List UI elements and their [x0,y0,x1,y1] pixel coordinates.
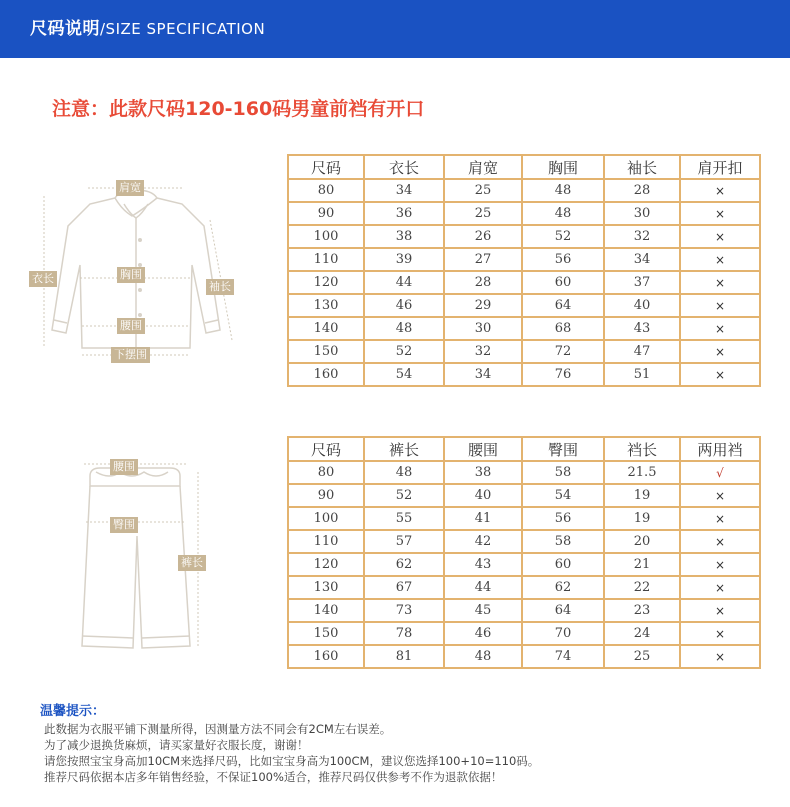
tip-line: 此数据为衣服平铺下测量所得，因测量方法不同会有2CM左右误差。 [44,722,392,736]
table-cell: × [680,530,760,553]
table-cell: 81 [364,645,444,668]
table-cell: 51 [604,363,680,386]
table-cell: × [680,553,760,576]
table-cell: 46 [364,294,444,317]
table-cell: 32 [444,340,522,363]
table-cell: 140 [288,317,364,340]
table-cell: × [680,248,760,271]
table-row [288,507,760,530]
col-header: 裤长 [364,437,444,461]
table-cell: 60 [522,553,604,576]
bottom-size-table [287,436,761,669]
table-cell: 120 [288,271,364,294]
table-cell: × [680,294,760,317]
tag-pants-length: 裤长 [178,555,206,571]
table-cell: × [680,317,760,340]
table-cell: 100 [288,507,364,530]
tip-line: 推荐尺码依据本店多年销售经验，不保证100%适合，推荐尺码仅供参考不作为退款依据！ [44,770,503,784]
table-cell: 25 [444,202,522,225]
table-cell: 58 [522,530,604,553]
tips-title: 温馨提示： [40,704,106,719]
table-cell: 76 [522,363,604,386]
table-cell: 43 [604,317,680,340]
col-header: 腰围 [444,437,522,461]
table-cell: 40 [604,294,680,317]
table-cell: 60 [522,271,604,294]
table-cell: 19 [604,507,680,530]
tip-line: 请您按照宝宝身高加10CM来选择尺码，比如宝宝身高为100CM，建议您选择100+10=110码。 [44,754,540,768]
table-cell: 48 [522,179,604,202]
table-cell: 21.5 [604,461,680,484]
table-cell: × [680,363,760,386]
notice [52,94,424,121]
table-cell: 46 [444,622,522,645]
col-header: 尺码 [288,437,364,461]
table-row [288,294,760,317]
table-cell: 56 [522,507,604,530]
table-cell: 58 [522,461,604,484]
table-cell: 28 [444,271,522,294]
table-cell: 68 [522,317,604,340]
top-table-body [288,179,760,386]
table-cell: 62 [522,576,604,599]
table-cell: 140 [288,599,364,622]
table-cell: 130 [288,576,364,599]
top-size-table [287,154,761,387]
table-cell: 54 [364,363,444,386]
table-cell: 160 [288,363,364,386]
table-cell: 52 [522,225,604,248]
tag-pants-waist: 腰围 [110,459,138,475]
table-cell: 19 [604,484,680,507]
tag-chest: 胸围 [117,267,145,283]
bottom-table-body [288,461,760,668]
tag-hem: 下摆围 [111,347,150,363]
table-cell: 32 [604,225,680,248]
table-cell: 36 [364,202,444,225]
table-row [288,530,760,553]
table-cell: 38 [444,461,522,484]
table-cell: 62 [364,553,444,576]
table-cell: 70 [522,622,604,645]
tag-hip: 臀围 [110,517,138,533]
table-header-row [288,437,760,461]
table-cell: 22 [604,576,680,599]
table-cell: 64 [522,599,604,622]
table-row [288,179,760,202]
table-row [288,461,760,484]
table-cell: 150 [288,340,364,363]
table-cell: 28 [604,179,680,202]
title-cn: 尺码说明 [30,19,100,39]
table-cell: 100 [288,225,364,248]
tip-line: 为了减少退换货麻烦，请买家量好衣服长度，谢谢！ [44,738,309,752]
table-row [288,202,760,225]
pants-illustration [40,450,245,660]
table-cell: 78 [364,622,444,645]
table-cell: × [680,645,760,668]
table-cell: 27 [444,248,522,271]
table-cell: 74 [522,645,604,668]
table-cell: 54 [522,484,604,507]
table-cell: 48 [522,202,604,225]
table-cell: × [680,599,760,622]
table-row [288,599,760,622]
table-cell: 52 [364,340,444,363]
tag-length: 衣长 [29,271,57,287]
table-cell: 42 [444,530,522,553]
col-header: 衣长 [364,155,444,179]
table-cell: 40 [444,484,522,507]
col-header: 两用裆 [680,437,760,461]
table-cell: 73 [364,599,444,622]
table-row [288,271,760,294]
table-cell: 150 [288,622,364,645]
table-cell: 64 [522,294,604,317]
tag-sleeve: 袖长 [206,279,234,295]
tips-section [40,704,539,785]
table-cell: × [680,576,760,599]
table-cell: 72 [522,340,604,363]
table-header-row [288,155,760,179]
table-cell: 26 [444,225,522,248]
table-cell: 34 [604,248,680,271]
table-cell: 55 [364,507,444,530]
table-cell: 30 [604,202,680,225]
col-header: 胸围 [522,155,604,179]
col-header: 肩宽 [444,155,522,179]
table-cell: × [680,340,760,363]
table-cell: 37 [604,271,680,294]
table-cell: 29 [444,294,522,317]
tag-waist: 腰围 [117,318,145,334]
table-cell: 47 [604,340,680,363]
table-cell: 67 [364,576,444,599]
table-cell: 25 [444,179,522,202]
table-cell: 80 [288,179,364,202]
col-header: 臀围 [522,437,604,461]
table-cell: 38 [364,225,444,248]
table-cell: 48 [364,461,444,484]
col-header: 肩开扣 [680,155,760,179]
table-cell: 44 [444,576,522,599]
table-cell: 21 [604,553,680,576]
table-cell: 43 [444,553,522,576]
notice-text: 此款尺码120-160码男童前裆有开口 [109,98,425,120]
table-cell: 30 [444,317,522,340]
table-cell: 90 [288,484,364,507]
table-row [288,248,760,271]
table-cell: 160 [288,645,364,668]
table-row [288,622,760,645]
table-row [288,363,760,386]
table-cell: 110 [288,248,364,271]
table-cell: × [680,225,760,248]
pants-outline-icon [40,450,245,660]
table-cell: 56 [522,248,604,271]
header-banner [0,0,790,58]
col-header: 裆长 [604,437,680,461]
table-cell: × [680,484,760,507]
table-row [288,553,760,576]
table-cell: 52 [364,484,444,507]
col-header: 袖长 [604,155,680,179]
table-cell: × [680,622,760,645]
tag-shoulder: 肩宽 [116,180,144,196]
col-header: 尺码 [288,155,364,179]
table-row [288,225,760,248]
table-cell: 23 [604,599,680,622]
table-cell: 34 [364,179,444,202]
table-cell: 39 [364,248,444,271]
page-title [30,14,265,39]
table-cell: 24 [604,622,680,645]
table-cell: × [680,271,760,294]
table-cell: 34 [444,363,522,386]
table-row [288,645,760,668]
table-cell: 48 [364,317,444,340]
table-row [288,484,760,507]
table-cell: 120 [288,553,364,576]
table-row [288,317,760,340]
table-cell: × [680,179,760,202]
table-cell: 48 [444,645,522,668]
table-cell: 41 [444,507,522,530]
table-cell: 25 [604,645,680,668]
table-cell: × [680,202,760,225]
table-cell: 90 [288,202,364,225]
table-cell: 45 [444,599,522,622]
table-row [288,576,760,599]
shirt-illustration [20,170,245,370]
notice-label: 注意： [52,98,110,120]
table-cell: 130 [288,294,364,317]
table-cell: √ [680,461,760,484]
table-cell: 80 [288,461,364,484]
table-cell: 20 [604,530,680,553]
table-cell: 44 [364,271,444,294]
title-en: /SIZE SPECIFICATION [100,20,266,38]
table-cell: × [680,507,760,530]
table-cell: 57 [364,530,444,553]
table-row [288,340,760,363]
table-cell: 110 [288,530,364,553]
